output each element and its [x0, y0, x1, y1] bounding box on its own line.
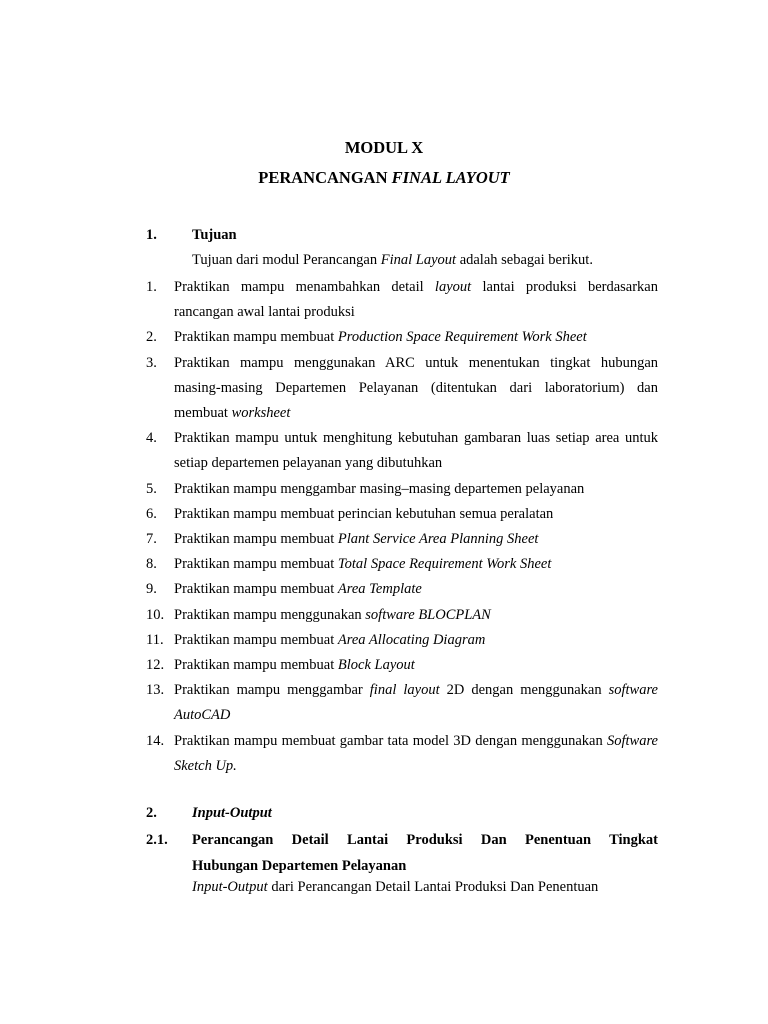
intro-text-italic: Final Layout [380, 252, 457, 268]
objective-text-italic: worksheet [231, 405, 291, 422]
objective-item [146, 477, 658, 502]
objective-item [146, 577, 658, 602]
objective-item [146, 603, 658, 628]
objective-item [146, 628, 658, 653]
section-2-1-title-line1: Perancangan Detail Lantai Produksi Dan Penentuan Tingkat [192, 832, 658, 848]
objective-text: Praktikan mampu membuat [174, 631, 338, 648]
objective-text: Praktikan mampu membuat [174, 329, 338, 346]
objective-text-italic: Plant Service Area Planning Sheet [337, 531, 539, 548]
objective-text-italic: software AutoCAD [174, 682, 658, 724]
objective-number: 1. [146, 279, 157, 295]
objective-item [146, 552, 658, 577]
objective-text: Praktikan mampu menggambar masing–masing departemen pelayanan [174, 480, 585, 497]
objective-number: 3. [146, 354, 157, 371]
objective-text-italic: final layout [369, 682, 440, 699]
objective-text-italic: Total Space Requirement Work Sheet [337, 556, 552, 573]
objective-item [146, 351, 658, 427]
objective-text: Praktikan mampu membuat gambar tata model 3D dengan menggunakan [174, 732, 607, 749]
objective-item [146, 527, 658, 552]
objective-text-italic: Software Sketch Up. [174, 732, 658, 774]
section-1-number: 1. [146, 227, 157, 243]
section-1-title: Tujuan [192, 227, 237, 243]
objective-text: Praktikan mampu menambahkan detail [174, 279, 435, 295]
objective-text-italic: software BLOCPLAN [365, 606, 491, 623]
section-2-1-number: 2.1. [146, 832, 168, 848]
objective-item [146, 325, 658, 350]
objective-text: Praktikan mampu membuat [174, 556, 338, 573]
objective-text: Praktikan mampu membuat [174, 581, 338, 598]
objective-item [146, 729, 658, 779]
section-2-1-title-line2: Hubungan Departemen Pelayanan [192, 858, 407, 874]
objective-number: 2. [146, 329, 157, 346]
objective-number: 7. [146, 531, 157, 548]
io-paragraph-italic: Input-Output [192, 879, 268, 895]
subtitle-italic: FINAL LAYOUT [391, 168, 510, 187]
objective-text: Praktikan mampu membuat [174, 657, 338, 674]
objective-number: 5. [146, 480, 157, 497]
section-2-1-paragraph [192, 879, 598, 896]
module-subtitle [0, 168, 768, 188]
objective-number: 11. [146, 631, 164, 648]
objective-text-italic: layout [434, 279, 472, 295]
objective-item [146, 426, 658, 476]
objective-text-italic: Area Allocating Diagram [337, 631, 486, 648]
objective-number: 4. [146, 430, 157, 447]
objective-text: Praktikan mampu menggunakan [174, 606, 366, 623]
objective-number: 9. [146, 581, 157, 598]
objective-text: Praktikan mampu membuat [174, 531, 338, 548]
objective-text-italic: Area Template [337, 581, 422, 598]
section-2-1-title [192, 827, 658, 879]
section-2-number: 2. [146, 805, 157, 821]
objective-item [146, 502, 658, 527]
objective-number: 8. [146, 556, 157, 573]
objective-text: Praktikan mampu menggambar [174, 682, 370, 699]
intro-text-before: Tujuan dari modul Perancangan [192, 252, 381, 268]
objective-text: Praktikan mampu membuat perincian kebutuhan semua peralatan [174, 505, 554, 522]
section-2-1-heading [146, 827, 658, 879]
objectives-list [146, 275, 658, 779]
module-title: MODUL X [344, 138, 424, 157]
objective-text-italic: Production Space Requirement Work Sheet [337, 329, 587, 346]
objective-text: lantai produksi berdasarkan rancangan awal lantai produksi [174, 279, 658, 321]
io-paragraph-rest: dari Perancangan Detail Lantai Produksi Dan Penentuan [267, 879, 599, 895]
objective-text: Praktikan mampu menggunakan ARC untuk menentukan tingkat hubungan masing-masing Departemen Pelayanan (ditentukan dari laboratorium) dan membuat [174, 354, 658, 422]
objective-number: 13. [146, 682, 165, 699]
objective-text-italic: Block Layout [337, 657, 415, 674]
objective-number: 10. [146, 606, 165, 623]
objective-number: 12. [146, 657, 165, 674]
intro-text-after: adalah sebagai berikut. [456, 252, 593, 268]
subtitle-prefix: PERANCANGAN [258, 168, 392, 187]
objective-item [146, 678, 658, 728]
section-2-title: Input-Output [192, 805, 272, 821]
section-1-intro [192, 252, 593, 269]
objective-item [146, 653, 658, 678]
objective-text: 2D dengan menggunakan [439, 682, 609, 699]
objective-number: 14. [146, 732, 165, 749]
objective-text: Praktikan mampu untuk menghitung kebutuhan gambaran luas setiap area untuk setiap departemen pelayanan yang dibutuhkan [174, 430, 658, 472]
objective-item [146, 275, 658, 325]
objective-number: 6. [146, 505, 157, 522]
